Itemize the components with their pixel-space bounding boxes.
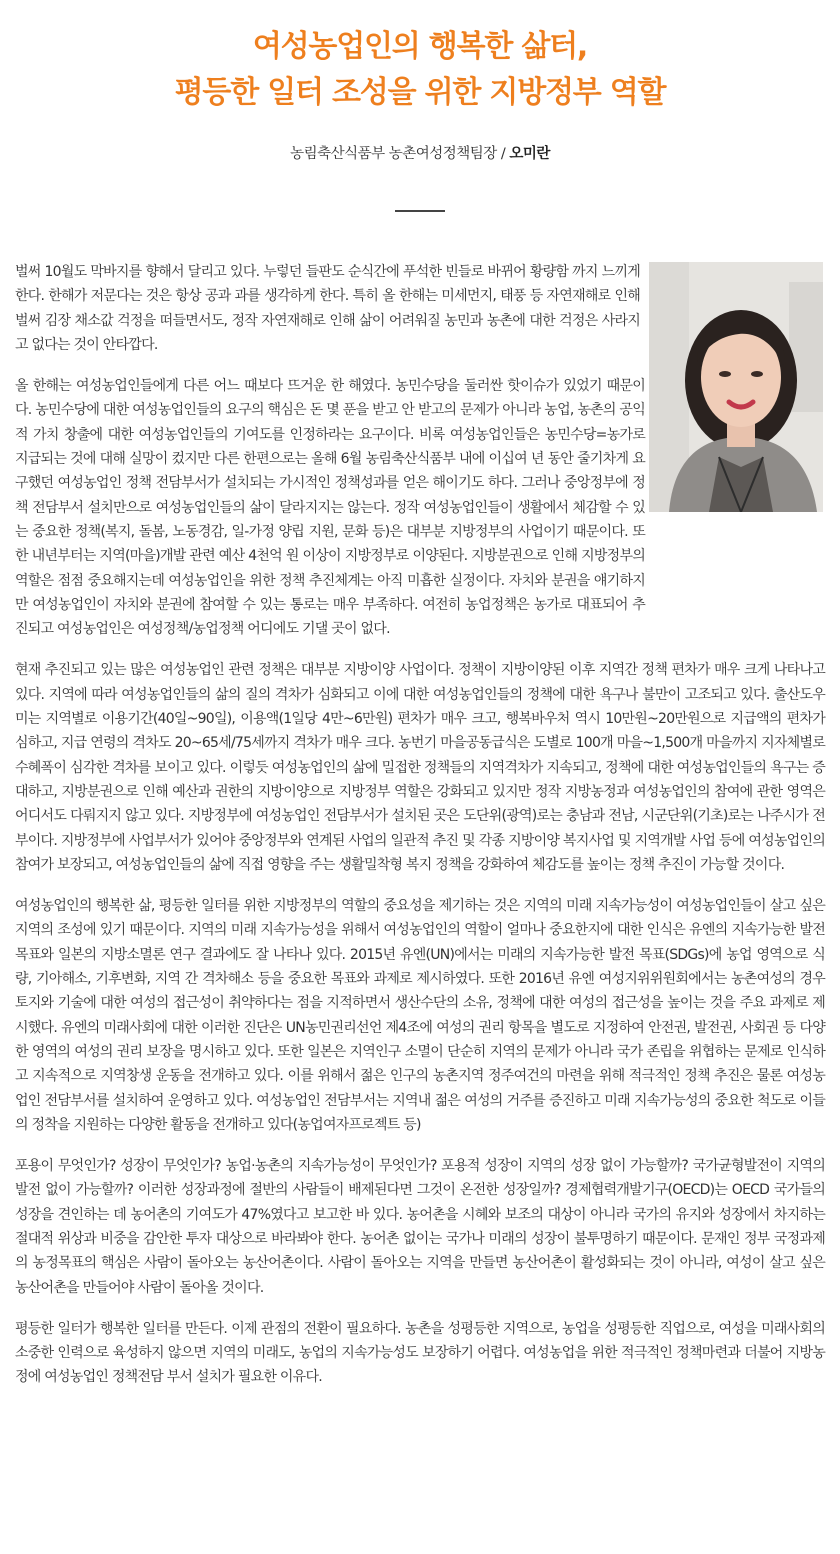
title-line-2: 평등한 일터 조성을 위한 지방정부 역할: [174, 75, 666, 110]
author-org: 농림축산식품부 농촌여성정책팀장 /: [290, 146, 510, 162]
author-byline: [0, 142, 840, 163]
paragraph-4: 여성농업인의 행복한 삶, 평등한 일터를 위한 지방정부의 역할의 중요성을 제기하는 것은 지역의 미래 지속가능성이 여성농업인들이 살고 싶은 지역의 조성에 있기 때문이다. 지역의 미래 지속가능성을 위해서 여성농업인의 역할이 얼마나 중요한지에 대한 인식은 유엔의 지속가능한 발전목표와 일본의 지방소멸론 연구 결과에도 잘 나타나 있다. 2015년 유엔(UN)에서는 미래의 지속가능한 발전 목표(SDGs)에 농업 영역으로 식량, 기아해소, 기후변화, 지역 간 격차해소 등을 중요한 목표와 과제로 제시하였다. 또한 2016년 유엔 여성지위위원회에서는 농촌여성의 경우 토지와 기술에 대한 여성의 접근성이 취약하다는 점을 지적하면서 생산수단의 소유, 정책에 대한 여성의 접근성을 높이는 것을 주요 과제로 제시했다. 유엔의 미래사회에 대한 이러한 진단은 UN농민권리선언 제4조에 여성의 권리 항목을 별도로 지정하여 안전권, 발전권, 사회권 등 다양한 영역의 여성의 권리 보장을 명시하고 있다. 또한 일본은 지역인구 소멸이 단순히 지역의 문제가 아니라 국가 존립을 위협하는 문제로 인식하고 지속적으로 지역창생 운동을 전개하고 있다. 이를 위해서 젊은 인구의 농촌지역 정주여건의 마련을 위해 적극적인 정책 추진은 물론 여성농업인 전담부서를 설치하여 운영하고 있다. 여성농업인 전담부서는 지역내 젊은 여성의 거주를 증진하고 미래 지속가능성의 중요한 척도로 이들의 정착을 지원하는 다양한 활동을 전개하고 있다(농업여자프로젝트 등): [15, 898, 825, 1133]
paragraph-5: 포용이 무엇인가? 성장이 무엇인가? 농업·농촌의 지속가능성이 무엇인가? 포용적 성장이 지역의 성장 없이 가능할까? 국가균형발전이 지역의 발전 없이 가능할까? 이러한 성장과정에 절반의 사람들이 배제된다면 그것이 온전한 성장일까? 경제협력개발기구(OECD)는 OECD 국가들의 성장을 견인하는 데 농어촌의 기여도가 47%였다고 보고한 바 있다. 농어촌을 시혜와 보조의 대상이 아니라 국가의 유지와 성장에서 차지하는 절대적 위상과 비중을 감안한 투자 대상으로 바라봐야 한다. 농어촌 없이는 국가나 미래의 성장이 불투명하기 때문이다. 문재인 정부 국정과제의 농정목표의 핵심은 사람이 돌아오는 농산어촌이다. 사람이 돌아오는 지역을 만들면 농산어촌이 활성화되는 것이 아니라, 여성이 살고 싶은 농산어촌을 만들어야 사람이 돌아올 것이다.: [15, 1158, 825, 1296]
article-body: [15, 260, 825, 1407]
paragraph-3: 현재 추진되고 있는 많은 여성농업인 관련 정책은 대부분 지방이양 사업이다. 정책이 지방이양된 이후 지역간 정책 편차가 매우 크게 나타나고 있다. 지역에 따라 여성농업인들의 삶의 질의 격차가 심화되고 이에 대한 여성농업인들의 정책에 대한 욕구나 불만이 고조되고 있다. 출산도우미는 지역별로 이용기간(40일~90일), 이용액(1일당 4만~6만원) 편차가 매우 크고, 행복바우처 역시 10만원~20만원으로 지급액의 편차가 심하고, 지급 연령의 격차도 20~65세/75세까지 격차가 매우 크다. 농번기 마을공동급식은 도별로 100개 마을~1,500개 마을까지 지자체별로 수혜폭이 심각한 격차를 보이고 있다. 이렇듯 여성농업인의 삶에 밀접한 정책들의 지역격차가 지속되고, 정책에 대한 여성농업인들의 욕구는 증대하고, 지방분권으로 인해 예산과 권한의 지방이양으로 지방정부 역할은 강화되고 있지만 정작 지방농정과 여성농업인의 참여에 관한 영역은 어디서도 다뤄지지 않고 있다. 지방정부에 여성농업인 전담부서가 설치된 곳은 도단위(광역)로는 충남과 전남, 시군단위(기초)로는 나주시가 전부이다. 지방정부에 사업부서가 있어야 중앙정부와 연계된 사업의 일관적 추진 및 각종 지방이양 복지사업 및 지역개발 사업 등에 여성농업인의 참여가 보장되고, 여성농업인들의 삶에 직접 영향을 주는 생활밀착형 복지 정책을 강화하여 체감도를 높이는 정책 추진이 가능할 것이다.: [15, 662, 825, 873]
paragraph-2: 올 한해는 여성농업인들에게 다른 어느 때보다 뜨거운 한 해였다. 농민수당을 둘러싼 핫이슈가 있었기 때문이다. 농민수당에 대한 여성농업인들의 요구의 핵심은 돈 몇 푼을 받고 안 받고의 문제가 아니라 농업, 농촌의 공익적 가치 창출에 대한 여성농업인들의 기여도를 인정하라는 요구이다. 비록 여성농업인들은 농민수당=농가로 지급되는 것에 대해 실망이 컸지만 다른 한편으로는 올해 6월 농림축산식품부 내에 이십여 년 동안 줄기차게 요구했던 여성농업인 정책 전담부서가 설치되는 가시적인 정책성과를 얻은 해이기도 하다. 그러나 중앙정부에 정책 전담부서 설치만으로 여성농업인들의 삶이 달라지지는 않는다. 정작 여성농업인들이 생활에서 체감할 수 있는 중요한 정책(복지, 돌봄, 노동경감, 일-가정 양립 지원, 문화 등)은 대부분 지방정부의 사업이기 때문이다. 또한 내년부터는 지역(마을)개발 관련 예산 4천억 원 이상이 지방정부로 이양된다. 지방분권으로 인해 지방정부의 역할은 점점 중요해지는데 여성농업인을 위한 정책 추진체계는 아직 미흡한 실정이다. 자치와 분권을 얘기하지만 여성농업인이 자치와 분권에 참여할 수 있는 통로는 매우 부족하다. 여전히 농업정책은 농가로 대표되어 추진되고 여성농업인은 여성정책/농업정책 어디에도 기댈 곳이 없다.: [15, 378, 645, 638]
paragraph-1: 벌써 10월도 막바지를 향해서 달리고 있다. 누렇던 들판도 순식간에 푸석한 빈들로 바뀌어 황량함 까지 느끼게 한다. 한해가 저문다는 것은 항상 공과 과를 생각하게 한다. 특히 올 한해는 미세먼지, 태풍 등 자연재해로 인해 벌써 김장 채소값 걱정을 떠들면서도, 정작 자연재해로 인해 삶이 어려워질 농민과 농촌에 대한 걱정은 사라지고 없다는 것이 안타깝다.: [15, 264, 640, 353]
title-divider: [395, 210, 445, 212]
paragraph-6: 평등한 일터가 행복한 일터를 만든다. 이제 관점의 전환이 필요하다. 농촌을 성평등한 지역으로, 농업을 성평등한 직업으로, 여성을 미래사회의 소중한 인력으로 육성하지 않으면 지역의 미래도, 농업의 지속가능성도 보장하기 어렵다. 여성농업을 위한 적극적인 정책마련과 더불어 지방농정에 여성농업인 정책전담 부서 설치가 필요한 이유다.: [15, 1320, 825, 1386]
page-title: [0, 24, 840, 116]
author-name: 오미란: [509, 146, 550, 162]
title-line-1: 여성농업인의 행복한 삶터,: [252, 29, 588, 64]
